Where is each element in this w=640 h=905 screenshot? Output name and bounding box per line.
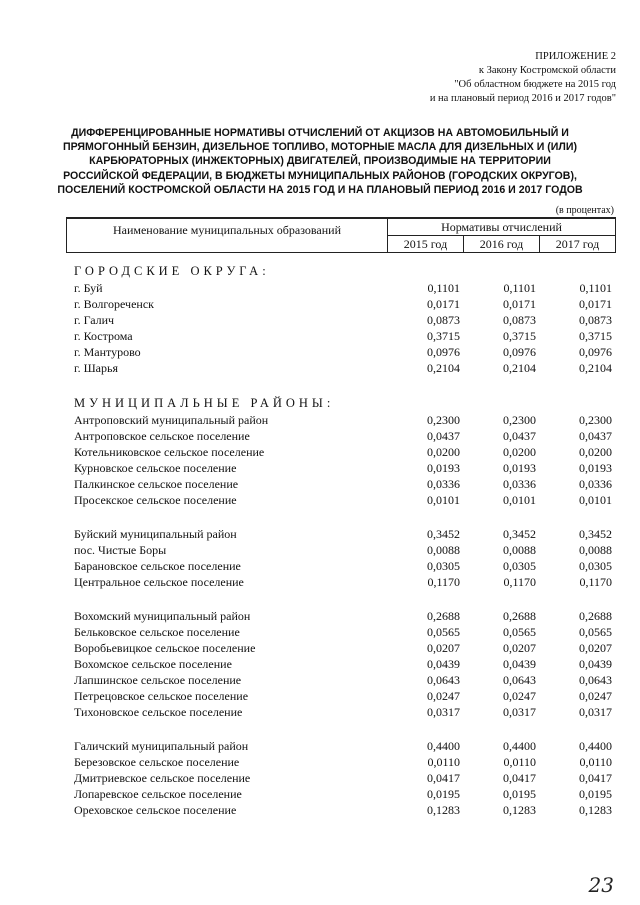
- column-header-2016: 2016 год: [464, 236, 540, 253]
- table-row: [74, 558, 612, 574]
- row-name: Лопаревское сельское поселение: [74, 787, 242, 801]
- column-header-name: Наименование муниципальных образований: [67, 218, 388, 253]
- table-row: [74, 688, 612, 704]
- row-name: Просекское сельское поселение: [74, 493, 237, 507]
- row-value-2017: 0,2104: [579, 361, 612, 375]
- row-value-2017: 0,0437: [579, 429, 612, 443]
- row-value-2015: 0,0317: [427, 705, 460, 719]
- row-value-2016: 0,2300: [503, 413, 536, 427]
- row-value-2015: 0,0171: [427, 297, 460, 311]
- table-row: [74, 344, 612, 360]
- row-value-2015: 0,0305: [427, 559, 460, 573]
- row-value-2015: 0,3452: [427, 527, 460, 541]
- row-name: Вохомский муниципальный район: [74, 609, 251, 623]
- spacer: [74, 376, 606, 394]
- table-row: [74, 328, 612, 344]
- table-row: [74, 542, 612, 558]
- row-name: г. Кострома: [74, 329, 133, 343]
- row-value-2016: 0,4400: [503, 739, 536, 753]
- row-value-2016: 0,1283: [503, 803, 536, 817]
- row-value-2017: 0,0565: [579, 625, 612, 639]
- row-value-2017: 0,0317: [579, 705, 612, 719]
- table-row: [74, 280, 612, 296]
- row-value-2017: 0,0247: [579, 689, 612, 703]
- row-value-2015: 0,0110: [427, 755, 460, 769]
- row-value-2015: 0,3715: [427, 329, 460, 343]
- row-value-2017: 0,0171: [579, 297, 612, 311]
- table-row: [74, 296, 612, 312]
- row-name: Барановское сельское поселение: [74, 559, 241, 573]
- spacer: [74, 590, 606, 608]
- row-value-2015: 0,4400: [427, 739, 460, 753]
- row-value-2017: 0,0088: [579, 543, 612, 557]
- document-title: [40, 126, 600, 197]
- table-row: [74, 444, 612, 460]
- row-value-2016: 0,0437: [503, 429, 536, 443]
- title-line: КАРБЮРАТОРНЫХ (ИНЖЕКТОРНЫХ) ДВИГАТЕЛЕЙ, ПРОИЗВОДИМЫЕ НА ТЕРРИТОРИИ: [89, 155, 551, 168]
- row-value-2015: 0,2300: [427, 413, 460, 427]
- spacer: [74, 720, 606, 738]
- row-name: Буйский муниципальный район: [74, 527, 237, 541]
- title-line: ПРЯМОГОННЫЙ БЕНЗИН, ДИЗЕЛЬНОЕ ТОПЛИВО, МОТОРНЫЕ МАСЛА ДЛЯ ДИЗЕЛЬНЫХ И (ИЛИ): [63, 141, 577, 154]
- row-value-2016: 0,0207: [503, 641, 536, 655]
- table-row: [74, 704, 612, 720]
- row-value-2016: 0,0171: [503, 297, 536, 311]
- table-row: [74, 360, 612, 376]
- table-body: [74, 262, 612, 818]
- row-value-2016: 0,0101: [503, 493, 536, 507]
- row-value-2017: 0,0193: [579, 461, 612, 475]
- row-name: Палкинское сельское поселение: [74, 477, 239, 491]
- row-name: Лапшинское сельское поселение: [74, 673, 242, 687]
- row-value-2017: 0,1170: [579, 575, 612, 589]
- row-value-2016: 0,2688: [503, 609, 536, 623]
- row-name: Антроповский муниципальный район: [74, 413, 269, 427]
- row-value-2015: 0,0101: [427, 493, 460, 507]
- appendix-header: [430, 50, 616, 106]
- table-row: [74, 526, 612, 542]
- row-name: г. Галич: [74, 313, 115, 327]
- row-value-2015: 0,0200: [427, 445, 460, 459]
- row-value-2017: 0,0195: [579, 787, 612, 801]
- table-row: [74, 656, 612, 672]
- table-row: [74, 786, 612, 802]
- row-value-2016: 0,0873: [503, 313, 536, 327]
- row-name: Центральное сельское поселение: [74, 575, 244, 589]
- appendix-line: "Об областном бюджете на 2015 год: [454, 79, 616, 90]
- row-value-2017: 0,3715: [579, 329, 612, 343]
- table-row: [74, 492, 612, 508]
- row-value-2015: 0,0207: [427, 641, 460, 655]
- row-value-2015: 0,1283: [427, 803, 460, 817]
- row-value-2016: 0,1101: [503, 281, 536, 295]
- row-value-2016: 0,0195: [503, 787, 536, 801]
- row-value-2015: 0,0439: [427, 657, 460, 671]
- title-line: РОССИЙСКОЙ ФЕДЕРАЦИИ, В БЮДЖЕТЫ МУНИЦИПАЛЬНЫХ РАЙОНОВ (ГОРОДСКИХ ОКРУГОВ),: [63, 169, 577, 182]
- row-value-2017: 0,0200: [579, 445, 612, 459]
- row-name: Тихоновское сельское поселение: [74, 705, 243, 719]
- row-value-2015: 0,2688: [427, 609, 460, 623]
- table-row: [74, 770, 612, 786]
- row-value-2017: 0,4400: [579, 739, 612, 753]
- row-value-2017: 0,0643: [579, 673, 612, 687]
- table-header: [66, 217, 616, 253]
- row-value-2016: 0,0336: [503, 477, 536, 491]
- column-header-2017: 2017 год: [540, 236, 616, 253]
- row-name: г. Шарья: [74, 361, 118, 375]
- row-value-2016: 0,0305: [503, 559, 536, 573]
- row-name: Галичский муниципальный район: [74, 739, 249, 753]
- row-value-2016: 0,0643: [503, 673, 536, 687]
- row-value-2017: 0,0417: [579, 771, 612, 785]
- appendix-line: ПРИЛОЖЕНИЕ 2: [535, 51, 616, 62]
- row-value-2016: 0,3715: [503, 329, 536, 343]
- row-value-2015: 0,0417: [427, 771, 460, 785]
- district-groups: [74, 412, 612, 818]
- row-value-2016: 0,0110: [503, 755, 536, 769]
- row-value-2015: 0,0873: [427, 313, 460, 327]
- row-value-2016: 0,0247: [503, 689, 536, 703]
- row-value-2017: 0,2300: [579, 413, 612, 427]
- table-row: [74, 312, 612, 328]
- row-value-2016: 0,0317: [503, 705, 536, 719]
- row-value-2016: 0,0976: [503, 345, 536, 359]
- row-name: Ореховское сельское поселение: [74, 803, 237, 817]
- appendix-line: и на плановый период 2016 и 2017 годов": [429, 93, 616, 104]
- row-value-2015: 0,0247: [427, 689, 460, 703]
- title-line: ПОСЕЛЕНИЙ КОСТРОМСКОЙ ОБЛАСТИ НА 2015 ГОД И НА ПЛАНОВЫЙ ПЕРИОД 2016 И 2017 ГОДОВ: [57, 183, 583, 196]
- row-name: Вохомское сельское поселение: [74, 657, 232, 671]
- row-name: г. Буй: [74, 281, 103, 295]
- table-row: [74, 640, 612, 656]
- row-value-2016: 0,0565: [503, 625, 536, 639]
- row-value-2015: 0,1101: [427, 281, 460, 295]
- page-number: 23: [588, 873, 614, 897]
- row-value-2015: 0,2104: [427, 361, 460, 375]
- row-value-2015: 0,0193: [427, 461, 460, 475]
- row-value-2015: 0,0088: [427, 543, 460, 557]
- table-row: [74, 428, 612, 444]
- row-value-2017: 0,0439: [579, 657, 612, 671]
- row-value-2017: 0,0873: [579, 313, 612, 327]
- row-value-2017: 0,0976: [579, 345, 612, 359]
- row-value-2017: 0,1101: [579, 281, 612, 295]
- row-value-2015: 0,0336: [427, 477, 460, 491]
- row-value-2015: 0,0437: [427, 429, 460, 443]
- row-name: Березовское сельское поселение: [74, 755, 240, 769]
- row-name: г. Мантурово: [74, 345, 141, 359]
- row-name: пос. Чистые Боры: [74, 543, 167, 557]
- row-value-2015: 0,0976: [427, 345, 460, 359]
- row-value-2016: 0,0439: [503, 657, 536, 671]
- row-value-2015: 0,0565: [427, 625, 460, 639]
- row-value-2016: 0,0088: [503, 543, 536, 557]
- table-row: [74, 624, 612, 640]
- table-row: [74, 672, 612, 688]
- row-name: Котельниковское сельское поселение: [74, 445, 265, 459]
- row-name: Курновское сельское поселение: [74, 461, 237, 475]
- row-value-2017: 0,0110: [579, 755, 612, 769]
- row-value-2017: 0,0207: [579, 641, 612, 655]
- row-value-2017: 0,0101: [579, 493, 612, 507]
- row-value-2016: 0,2104: [503, 361, 536, 375]
- row-value-2015: 0,0195: [427, 787, 460, 801]
- row-value-2016: 0,0200: [503, 445, 536, 459]
- row-value-2017: 0,2688: [579, 609, 612, 623]
- row-name: г. Волгореченск: [74, 297, 154, 311]
- appendix-line: к Закону Костромской области: [478, 65, 616, 76]
- row-name: Антроповское сельское поселение: [74, 429, 250, 443]
- table-row: [74, 574, 612, 590]
- table-row: [74, 460, 612, 476]
- column-header-norms: Нормативы отчислений: [388, 218, 616, 236]
- section-heading-city-districts: ГОРОДСКИЕ ОКРУГА:: [74, 264, 270, 278]
- city-list: [74, 280, 612, 376]
- row-name: Дмитриевское сельское поселение: [74, 771, 251, 785]
- table-row: [74, 412, 612, 428]
- row-name: Петрецовское сельское поселение: [74, 689, 249, 703]
- row-value-2017: 0,0305: [579, 559, 612, 573]
- row-value-2016: 0,3452: [503, 527, 536, 541]
- row-value-2016: 0,0193: [503, 461, 536, 475]
- row-value-2017: 0,0336: [579, 477, 612, 491]
- row-value-2015: 0,0643: [427, 673, 460, 687]
- table-row: [74, 738, 612, 754]
- table-row: [74, 476, 612, 492]
- spacer: [74, 508, 606, 526]
- table-row: [74, 802, 612, 818]
- section-heading-municipal-districts: МУНИЦИПАЛЬНЫЕ РАЙОНЫ:: [74, 396, 335, 410]
- row-name: Воробьевицкое сельское поселение: [74, 641, 256, 655]
- row-value-2016: 0,0417: [503, 771, 536, 785]
- units-note: (в процентах): [555, 205, 614, 216]
- table-row: [74, 608, 612, 624]
- row-value-2015: 0,1170: [427, 575, 460, 589]
- row-name: Бельковское сельское поселение: [74, 625, 240, 639]
- row-value-2016: 0,1170: [503, 575, 536, 589]
- row-value-2017: 0,3452: [579, 527, 612, 541]
- row-value-2017: 0,1283: [579, 803, 612, 817]
- table-row: [74, 754, 612, 770]
- title-line: ДИФФЕРЕНЦИРОВАННЫЕ НОРМАТИВЫ ОТЧИСЛЕНИЙ ОТ АКЦИЗОВ НА АВТОМОБИЛЬНЫЙ И: [71, 127, 569, 139]
- column-header-2015: 2015 год: [388, 236, 464, 253]
